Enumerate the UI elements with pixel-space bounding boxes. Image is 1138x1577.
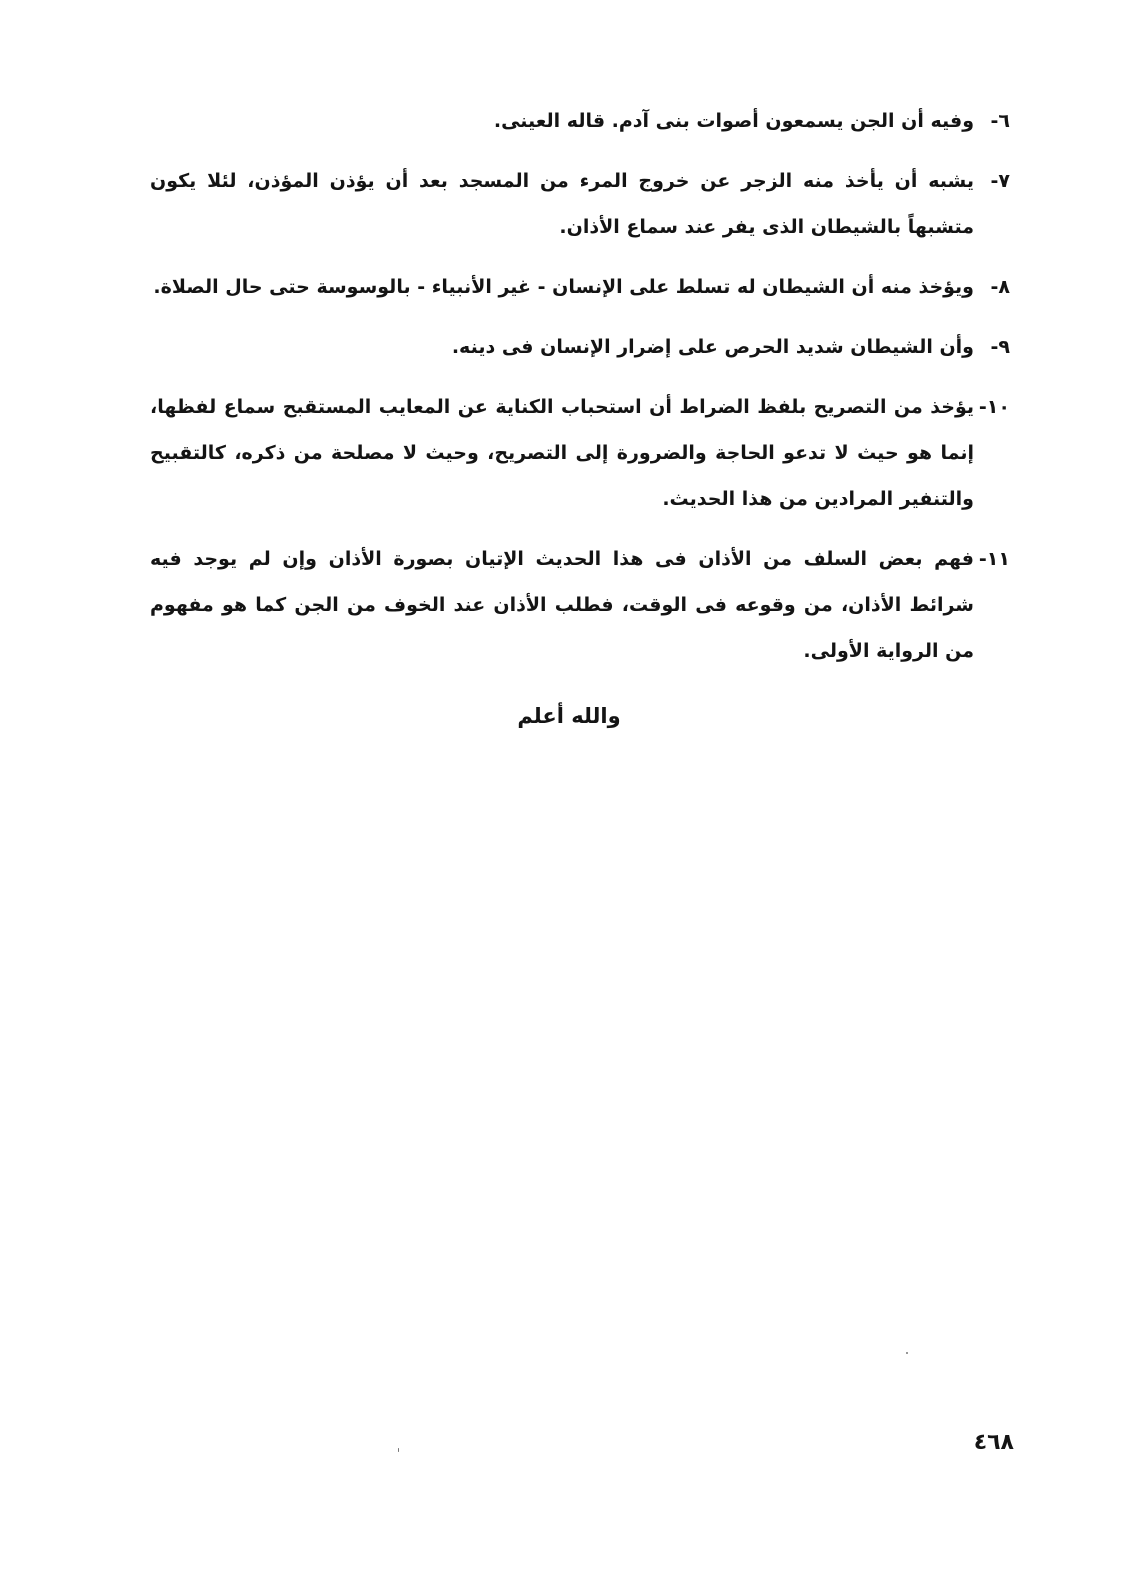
item-number: ١١-	[978, 548, 1010, 570]
item-number: ٦-	[990, 110, 1010, 132]
item-text: وأن الشيطان شديد الحرص على إضرار الإنسان فى دينه.	[451, 336, 974, 358]
list-item	[150, 98, 1010, 144]
list-item	[150, 324, 1010, 370]
scan-speck	[398, 1448, 399, 1452]
scan-speck	[906, 1352, 908, 1354]
list-item	[150, 536, 1010, 674]
item-text: فهم بعض السلف من الأذان فى هذا الحديث الإتيان بصورة الأذان وإن لم يوجد فيه شرائط الأذان، من وقوعه فى الوقت، فطلب الأذان عند الخوف من الجن كما هو مفهوم من الرواية الأولى.	[150, 548, 974, 662]
item-text: وفيه أن الجن يسمعون أصوات بنى آدم. قاله العينى.	[493, 110, 974, 132]
item-text: ويؤخذ منه أن الشيطان له تسلط على الإنسان - غير الأنبياء - بالوسوسة حتى حال الصلاة.	[153, 276, 974, 298]
list-item	[150, 264, 1010, 310]
item-text: يشبه أن يأخذ منه الزجر عن خروج المرء من المسجد بعد أن يؤذن المؤذن، لئلا يكون متشبهاً بالشيطان الذى يفر عند سماع الأذان.	[150, 170, 974, 238]
item-number: ٧-	[990, 170, 1010, 192]
item-number: ١٠-	[978, 396, 1010, 418]
list-item	[150, 384, 1010, 522]
numbered-list	[150, 98, 1010, 688]
item-text: يؤخذ من التصريح بلفظ الضراط أن استحباب الكناية عن المعايب المستقبح سماع لفظها، إنما هو حيث لا تدعو الحاجة والضرورة إلى التصريح، وحيث لا مصلحة من ذكره، كالتقبيح والتنفير المرادين من هذا الحديث.	[150, 396, 974, 510]
closing-phrase: والله أعلم	[517, 704, 621, 728]
page-number: ٤٦٨	[973, 1430, 1014, 1455]
list-item	[150, 158, 1010, 250]
item-number: ٩-	[990, 336, 1010, 358]
item-number: ٨-	[990, 276, 1010, 298]
